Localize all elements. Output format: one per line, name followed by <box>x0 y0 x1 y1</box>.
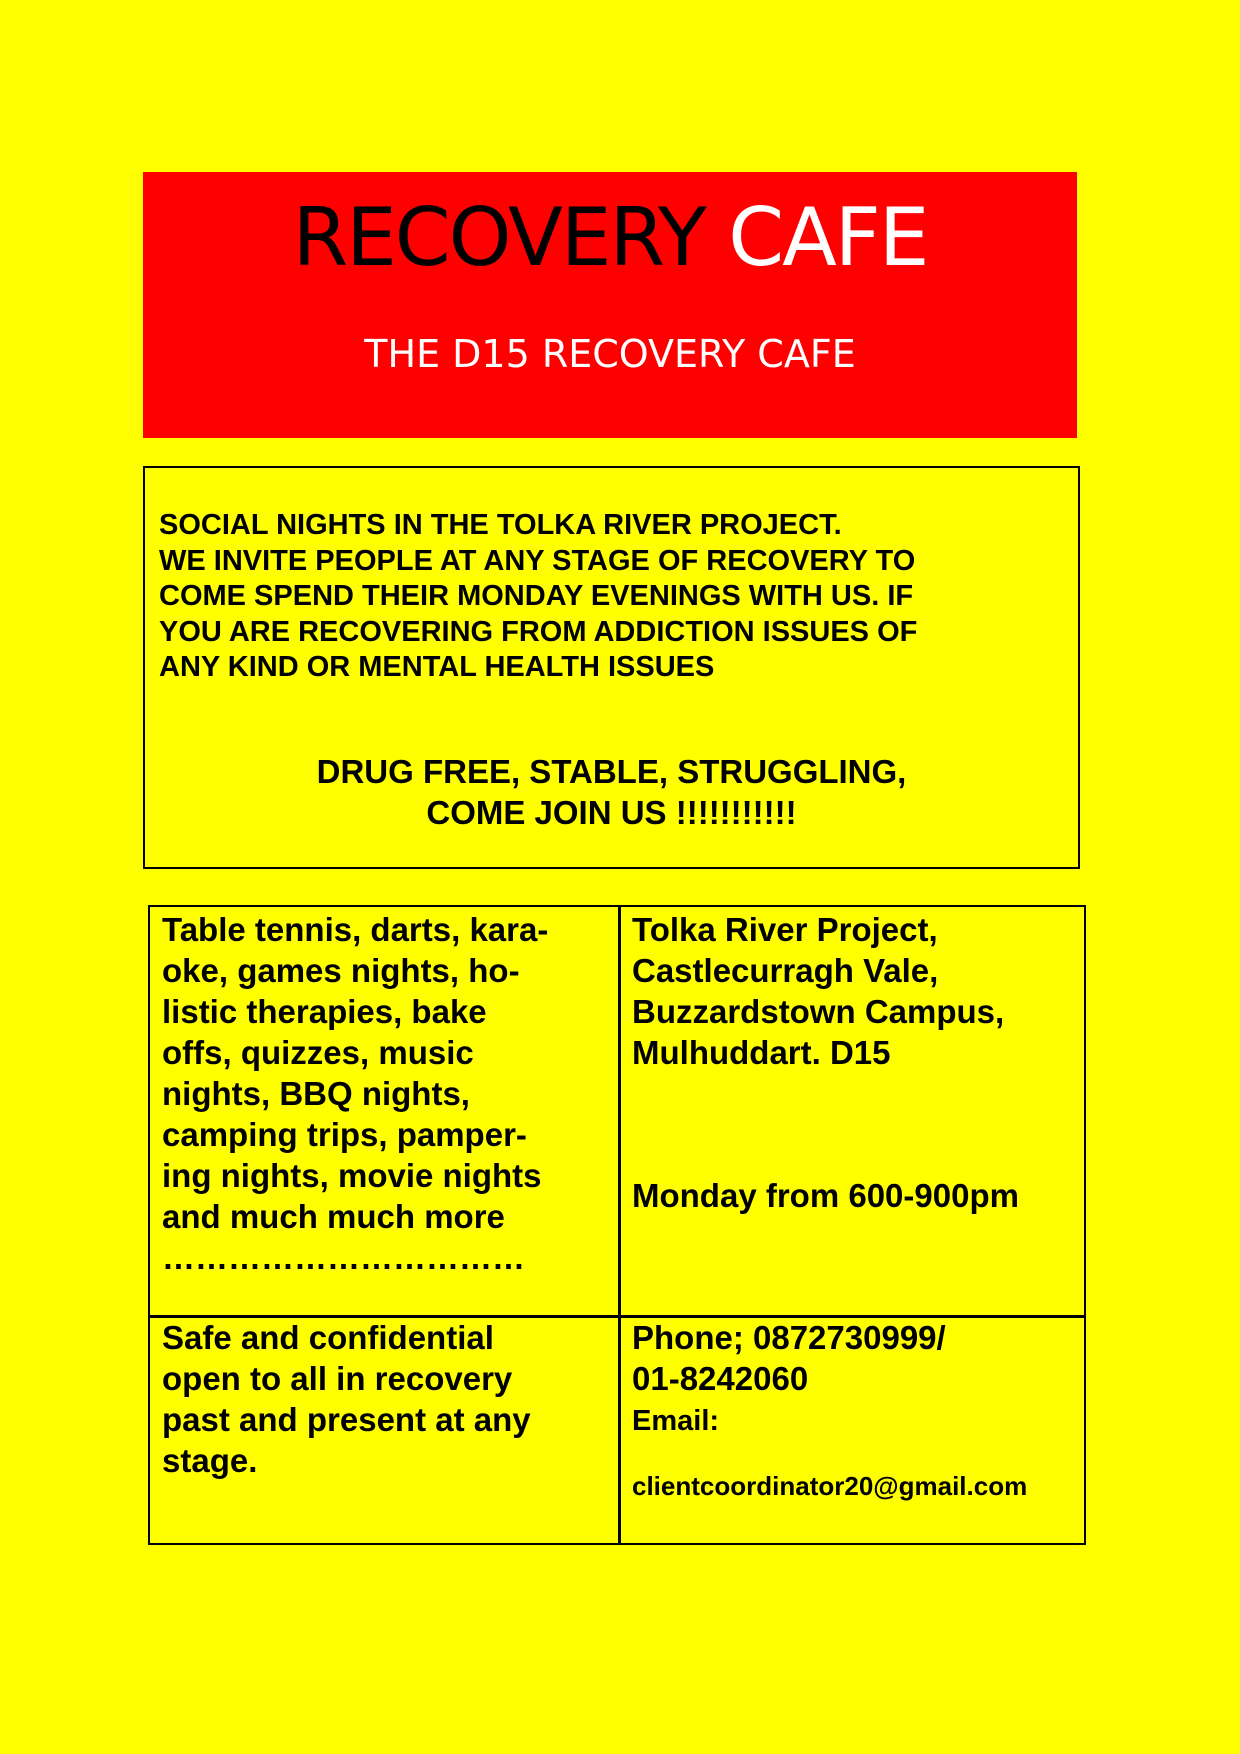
activities-cell: Table tennis, darts, kara- oke, games nights, ho- listic therapies, bake offs, quizzes, music nights, BBQ nights, camping trips, pamper- ing nights, movie nights and much much more …………………………… <box>162 911 549 1276</box>
intro-box <box>143 466 1080 869</box>
table-vertical-divider <box>618 907 621 1543</box>
info-table <box>148 905 1086 1545</box>
title-cafe: CAFE <box>728 191 928 284</box>
header-banner <box>143 172 1077 438</box>
address-cell: Tolka River Project, Castlecurragh Vale, Buzzardstown Campus, Mulhuddart. D15 <box>632 911 1005 1071</box>
intro-slogan: DRUG FREE, STABLE, STRUGGLING, COME JOIN US !!!!!!!!!!! <box>316 753 907 831</box>
email-address[interactable]: clientcoordinator20@gmail.com <box>632 1471 1028 1501</box>
email-label: Email: <box>632 1405 720 1437</box>
phone-text: Phone; 0872730999/ 01-8242060 <box>632 1319 946 1397</box>
hours-text: Monday from 600-900pm <box>632 1177 1019 1214</box>
title-recovery: RECOVERY <box>292 191 729 284</box>
page-title <box>143 191 1077 284</box>
page-subtitle: THE D15 RECOVERY CAFE <box>364 332 856 376</box>
safe-cell: Safe and confidential open to all in recovery past and present at any stage. <box>162 1319 531 1479</box>
intro-text: SOCIAL NIGHTS IN THE TOLKA RIVER PROJECT. WE INVITE PEOPLE AT ANY STAGE OF RECOVERY TO COME SPEND THEIR MONDAY EVENINGS WITH US. IF YOU ARE RECOVERING FROM ADDICTION ISSUES OF ANY KIND OR MENTAL HEALTH ISSUES <box>159 509 918 683</box>
